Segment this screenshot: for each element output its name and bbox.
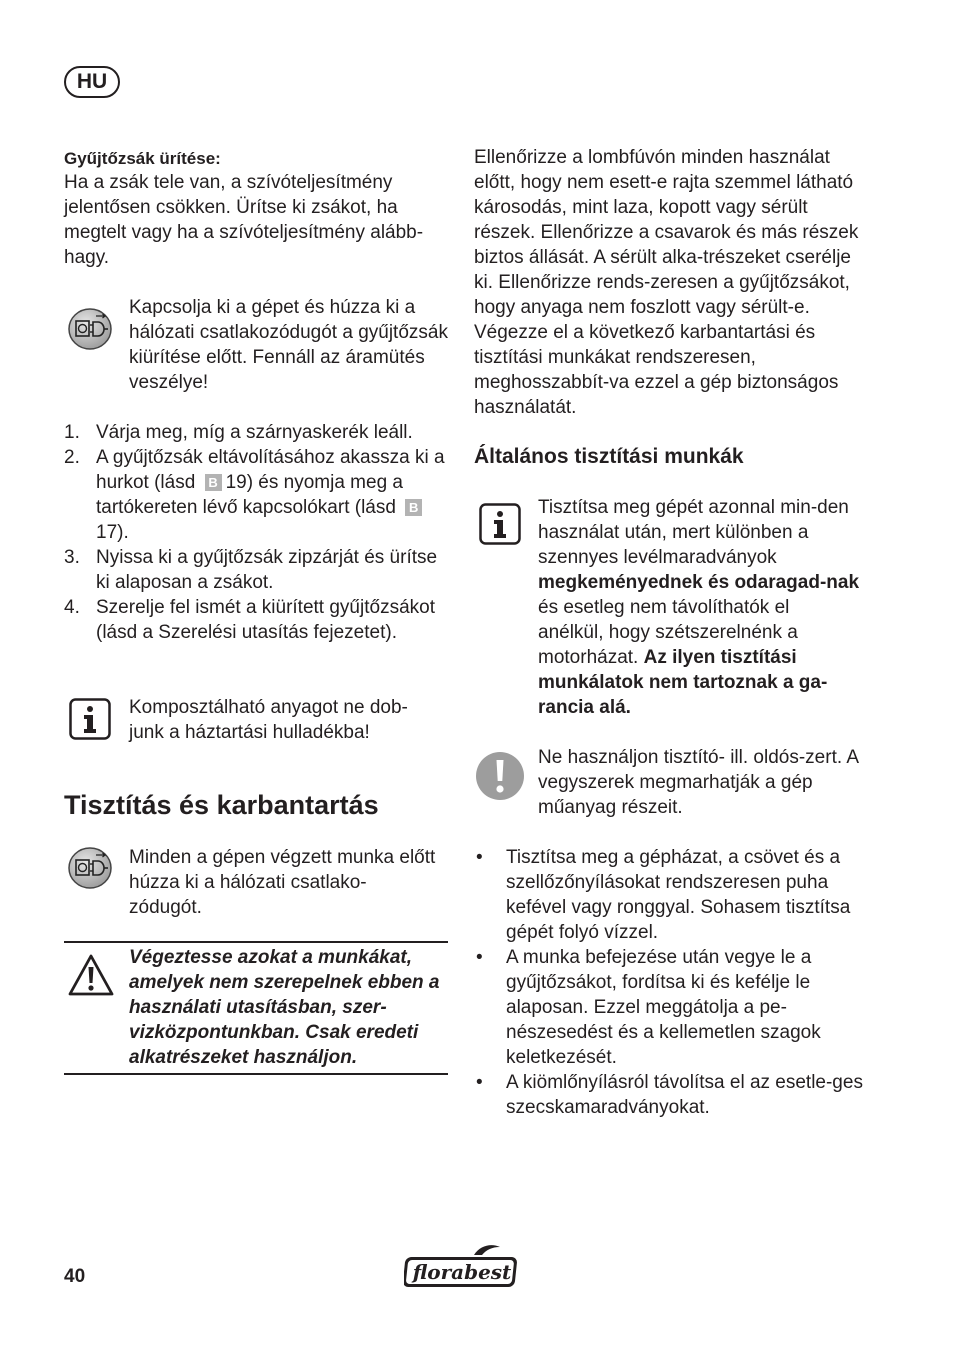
divider — [64, 1073, 448, 1075]
list-item: 4. Szerelje fel ismét a kiürített gyűjtőzsákot (lásd a Szerelési utasítás fejezetet). — [64, 597, 435, 643]
list-item: 2. A gyűjtőzsák eltávolításához akassza ki a hurkot (lásd B 19) és nyomja meg a tartókereten lévő kapcsolókart (lásd B17). — [64, 447, 445, 543]
bullet-list — [474, 845, 864, 1120]
warning-text: Végeztesse azokat a munkákat, amelyek nem szerepelnek ebben a használati utasításban, szer-vizközpontunkban. Csak eredeti alkatrészeket használjon. — [129, 947, 440, 1068]
list-item: • Tisztítsa meg a gépházat, a csövet és a szellőzőnyílásokat rendszeresen puha kefével vagy ronggyal. Sohasem tisztítsa gépét folyó vízzel. — [474, 845, 864, 945]
list-item: • A kiömlőnyílásról távolítsa el az esetle-ges szecskamaradványokat. — [474, 1070, 864, 1120]
list-item: 1. Várja meg, míg a szárnyaskerék leáll. — [64, 422, 413, 443]
language-badge: HU — [64, 66, 120, 98]
compost-note: Komposztálható anyagot ne dob-junk a háztartási hulladékba! — [129, 697, 408, 743]
warning-triangle-icon — [67, 953, 115, 1004]
unplug-note: Kapcsolja ki a gépet és húzza ki a hálózati csatlakozódugót a gyűjtőzsák kiürítése előtt. Fennáll az áramütés veszélye! — [129, 297, 448, 393]
page-number: 40 — [64, 1266, 86, 1287]
general-cleaning-heading: Általános tisztítási munkák — [474, 445, 744, 468]
florabest-logo — [404, 1243, 522, 1298]
intro-paragraph: Ellenőrizze a lombfúvón minden használat előtt, hogy nem esett-e rajta szemmel látható károsodás, mint laza, kopott vagy sérült részek. Ellenőrizze a csavarok és más részek biztos állását. A sérült alka-trészeket cserélje ki. Ellenőrizze rends-zeresen a gyűjtőzsákot, hogy anyaga nem foszlott vagy sérült-e. Végezze el a következő karbantartási és tisztítási munkákat rendszeresen, meghosszabbít-va ezzel a gép biztonságos használatát. — [474, 147, 859, 418]
caution-note: Ne használjon tisztító- ill. oldós-zert. A vegyszerek megmarhatják a gép műanyag részeit. — [538, 747, 858, 818]
emptying-text: Ha a zsák tele van, a szívóteljesítmény jelentősen csökken. Ürítse ki zsákot, ha megtelt vagy ha a szívóteljesítmény alább-hagy. — [64, 172, 424, 268]
info-icon — [479, 503, 521, 552]
unplug-note-2: Minden a gépen végzett munka előtt húzza ki a hálózati csatlako-zódugót. — [129, 847, 436, 918]
list-item: 3. Nyissa ki a gyűjtőzsák zipzárját és ürítse ki alaposan a zsákot. — [64, 547, 438, 593]
figure-b-badge: B — [405, 499, 422, 516]
cleaning-info-note: Tisztítsa meg gépét azonnal min-den használat után, mert különben a szennyes levélmaradványok megkeményednek és odaragad-nak és esetleg nem távolíthatók el anélkül, hogy szétszerelnénk a motorházat. Az ilyen tisztítási munkálatok nem tartoznak a ga-rancia alá. — [538, 497, 860, 718]
emptying-heading: Gyűjtőzsák ürítése: — [64, 149, 221, 168]
steps-list — [64, 420, 448, 645]
section-title: Tisztítás és karbantartás — [64, 790, 379, 820]
list-item: • A munka befejezése után vegye le a gyűjtőzsákot, fordítsa ki és kefélje le alaposan. Ezzel meggátolja a pe-nészesedést és a kellemetlen szagok keletkezését. — [474, 945, 864, 1070]
figure-b-badge: B — [205, 474, 222, 491]
divider — [64, 941, 448, 943]
exclamation-circle-icon — [475, 751, 525, 808]
unplug-icon — [68, 308, 112, 357]
svg-text:florabest: florabest — [412, 1260, 512, 1284]
unplug-icon — [68, 847, 112, 896]
info-icon — [69, 698, 111, 747]
